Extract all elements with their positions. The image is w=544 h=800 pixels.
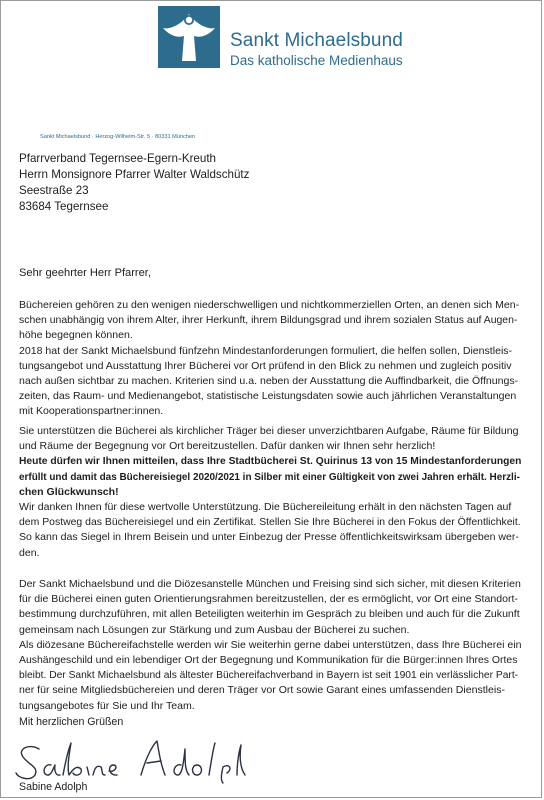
body-line: Als diözesane Büchereifachstelle werden wir Sie weiterhin gerne dabei unterstützen, dass Ihre Bücherei ein [19, 638, 522, 651]
body-line: den. [19, 546, 40, 559]
body-line: für die Bücherei einen guten Orientierungsrahmen bereitzustellen, der es ermöglicht, vor Ort eine Standort- [19, 593, 518, 606]
signer-name: Sabine Adolph [19, 781, 88, 793]
body-line: bleibt. Der Sankt Michaelsbund als ältester Büchereifachverband in Bayern ist seit 1901 ein verlässlicher Part- [19, 670, 519, 682]
sender-line: Sankt Michaelsbund · Herzog-Wilhelm-Str. 5 · 80331 München [40, 134, 196, 140]
closing: Mit herzlichen Grüßen [19, 716, 124, 728]
recipient-line: Seestraße 23 [19, 184, 89, 197]
body-line: Wir danken Ihnen für diese wertvolle Unterstützung. Die Büchereileitung erhält in den nächsten Tagen auf [19, 501, 512, 513]
recipient-line: Herrn Monsignore Pfarrer Walter Waldschütz [19, 168, 250, 181]
brand-tagline: Das katholische Medienhaus [230, 53, 403, 68]
body-line: bestimmung durchzuführen, mit allen Beteiligten weiterhin im Gespräch zu bleiben und auch für die Zukunft [19, 608, 520, 621]
greeting: Sehr geehrter Herr Pfarrer, [19, 267, 151, 279]
body-line: dem Postweg das Büchereisiegel und ein Zertifikat. Stellen Sie Ihre Bücherei in den Fokus der Öffentlichkeit. [19, 517, 521, 529]
body-line: gemeinsam nach Lösungen zur Stärkung und zum Ausbau der Bücherei zu suchen. [19, 623, 410, 636]
body-line: ner für seine Mitgliedsbüchereien und deren Träger vor Ort sowie Garant eines umfassenden Dienstleis- [19, 684, 505, 697]
body-line: chen Glückwunsch! [19, 485, 119, 498]
body-line: erfüllt und damit das Büchereisiegel 2020/2021 in Silber mit einer Gültigkeit von zwei Jahren erhält. Herzli- [19, 471, 520, 483]
body-line: Heute dürfen wir Ihnen mitteilen, dass Ihre Stadtbücherei St. Quirinus 13 von 15 Mindestanforderungen [19, 456, 522, 468]
body-line: höhe begegnen können. [19, 329, 133, 342]
body-line: schen unabhängig von ihrem Alter, ihrer Herkunft, ihrem Bildungsgrad und ihrem sozialen Status auf Augen- [19, 315, 518, 327]
body-line: zeiten, das Raum- und Medienangebot, statistische Leistungsdaten sowie auch jährlichen Veranstaltungen [19, 390, 517, 403]
body-line: 2018 hat der Sankt Michaelsbund fünfzehn Mindestanforderungen formuliert, die helfen sollen, Dienstleis- [19, 344, 513, 357]
recipient-line: Pfarrverband Tegernsee-Egern-Kreuth [19, 152, 216, 165]
body-line: Aushängeschild und ein lebendiger Ort der Begegnung und Kommunikation für die Bürger:innen Ihres Ortes [19, 655, 518, 666]
body-line: So kann das Siegel in Ihrem Beisein und unter Einbezug der Presse öffentlichkeitswirksam übergeben wer- [19, 531, 519, 544]
angel-logo-icon [158, 6, 220, 68]
body-line: Der Sankt Michaelsbund und die Diözesanstelle München und Freising sind sich sicher, mit diesen Kriterien [19, 578, 521, 590]
brand-name: Sankt Michaelsbund [230, 30, 403, 51]
body-line: Büchereien gehören zu den wenigen niederschwelligen und nichtkommerziellen Orten, an denen sich Men- [19, 299, 520, 311]
body-line: tungsangebot und Ausstattung Ihrer Bücherei vor Ort prüfend in den Blick zu nehmen und zugleich positiv [19, 359, 512, 372]
handwritten-signature-icon [11, 735, 246, 785]
body-line: tungsangebotes für Sie und Ihr Team. [19, 699, 195, 712]
body-line: und Räume der Begegnung vor Ort bereitzustellen. Dafür danken wir Ihnen sehr herzlich! [19, 440, 436, 453]
recipient-line: 83684 Tegernsee [19, 200, 109, 213]
body-line: mit Kooperationspartner:innen. [19, 405, 164, 418]
body-line: nach außen sichtbar zu machen. Kriterien sind u.a. neben der Ausstattung die Auffindbarkeit, die Öffnungs- [19, 375, 519, 387]
body-line: Sie unterstützen die Bücherei als kirchlicher Träger bei dieser unverzichtbaren Aufgabe, Räume für Bildung [19, 425, 519, 437]
